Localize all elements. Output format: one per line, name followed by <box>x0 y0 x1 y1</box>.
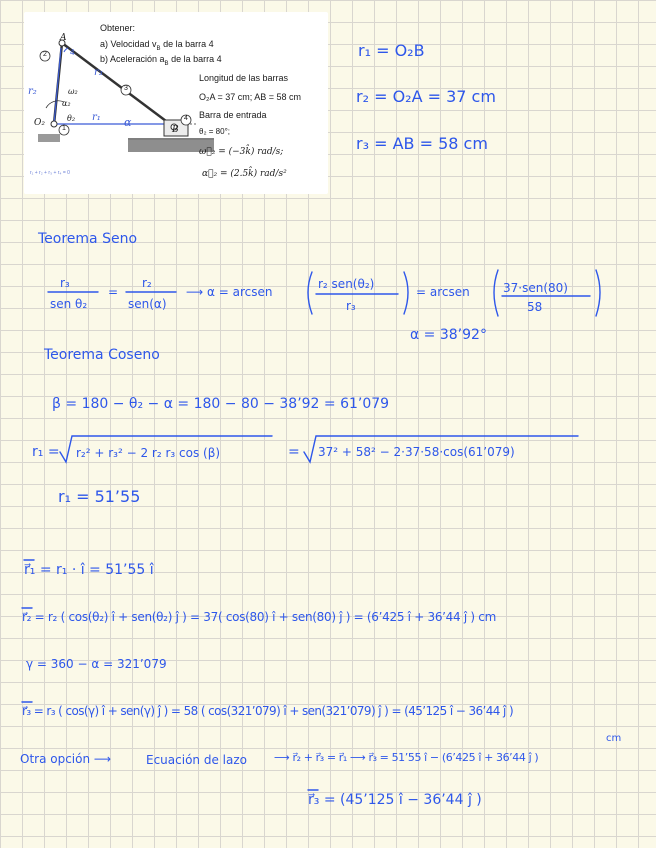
ground-o2 <box>38 134 60 142</box>
label-n1: 1 <box>62 125 66 132</box>
label-O2: O₂ <box>34 118 45 128</box>
omega-value: ω⃗₂ = (−3k̂) rad/s; <box>199 147 284 157</box>
lengths-value: O₂A = 37 cm; AB = 58 cm <box>199 92 302 102</box>
r2-vector: r⃗₂ = r₂ ( cos(θ₂) î + sen(θ₂) ĵ ) = 37( cos(80) î + sen(80) ĵ ) = (6’425 î + 36’44 ĵ ) cm <box>22 610 496 624</box>
r1-vector: r⃗₁ = r₁ · î = 51’55 î <box>24 562 154 578</box>
r1-sqrt1: r₂² + r₃² − 2 r₂ r₃ cos (β) <box>76 446 221 460</box>
beta-line: β = 180 − θ₂ − α = 180 − 80 − 38’92 = 61’079 <box>52 396 390 412</box>
lengths-title: Longitud de las barras <box>199 73 289 83</box>
sine-inner1-den: r₃ <box>346 299 356 313</box>
sine-arrow-alpha: ⟶ α = arcsen <box>186 285 273 299</box>
def-r2: r₂ = O₂A = 37 cm <box>356 87 496 106</box>
sine-frac2-num: r₂ <box>142 276 152 290</box>
sine-inner1-num: r₂ sen(θ₂) <box>318 277 375 291</box>
sine-title: Teorema Seno <box>38 231 138 247</box>
label-alpha: α <box>124 116 132 129</box>
sine-inner2-num: 37·sen(80) <box>503 281 568 295</box>
figure-item-b: b) Aceleración $a_B$ de la barra 4 <box>100 54 222 67</box>
label-n2: 2 <box>43 51 47 58</box>
label-n4: 4 <box>184 115 188 122</box>
def-r3: r₃ = AB = 58 cm <box>356 134 488 153</box>
label-B: B <box>172 125 179 135</box>
figure-caption: r₁ + r₂ + r₃ + r₄ = 0 <box>30 170 70 176</box>
r1-lhs: r₁ = <box>32 444 60 460</box>
label-n3: 3 <box>124 85 128 92</box>
gamma-line: γ = 360 − α = 321’079 <box>26 657 167 671</box>
sine-eq2: = arcsen <box>416 285 470 299</box>
r3-unit: cm <box>606 733 622 744</box>
input-title: Barra de entrada <box>199 110 267 120</box>
figure-item-a: a) Velocidad $v_B$ de la barra 4 <box>100 39 214 52</box>
label-r2: r₂ <box>28 86 37 97</box>
problem-figure <box>24 12 328 194</box>
cosine-title: Teorema Coseno <box>44 347 160 363</box>
def-r1: r₁ = O₂B <box>358 41 425 60</box>
label-angle4: 4 <box>70 48 75 57</box>
r1-sqrt2: 37² + 58² − 2·37·58·cos(61’079) <box>318 445 515 459</box>
label-r1: r₁ <box>92 112 101 123</box>
other-option-label: Otra opción ⟶ <box>20 752 112 766</box>
figure-heading: Obtener: <box>100 23 136 33</box>
sine-eq: = <box>108 285 119 299</box>
sine-inner2-den: 58 <box>527 300 543 314</box>
sine-frac2-den: sen(α) <box>128 297 167 311</box>
r1-eq: = <box>288 444 300 460</box>
sine-result: α = 38’92° <box>410 327 487 343</box>
r3-final: r⃗₃ = (45’125 î − 36’44 ĵ ) <box>308 792 482 808</box>
r3-vector: r⃗₃ = r₃ ( cos(γ) î + sen(γ) ĵ ) = 58 ( cos(321’079) î + sen(321’079) ĵ ) = (45’125 î − 36’44 ĵ ) <box>22 704 514 718</box>
label-r3: r₃ <box>94 67 103 78</box>
label-A: A <box>60 33 67 43</box>
r1-result: r₁ = 51’55 <box>58 487 141 506</box>
loop-equation: ⟶ r⃗₂ + r⃗₃ = r⃗₁ ⟶ r⃗₃ = 51’55 î − (6’425 î + 36’44 ĵ ) <box>274 751 539 764</box>
label-theta2: θ₂ <box>67 114 76 123</box>
sine-frac1-den: sen θ₂ <box>50 297 88 311</box>
sine-frac1-num: r₃ <box>60 276 70 290</box>
label-a2: α₂ <box>62 99 71 108</box>
alpha-value: α⃗₂ = (2.5k̂) rad/s² <box>202 169 287 179</box>
label-w2: ω₂ <box>68 87 78 96</box>
loop-equation-label: Ecuación de lazo <box>146 753 247 767</box>
theta-value: θ₂ = 80°; <box>199 127 230 136</box>
